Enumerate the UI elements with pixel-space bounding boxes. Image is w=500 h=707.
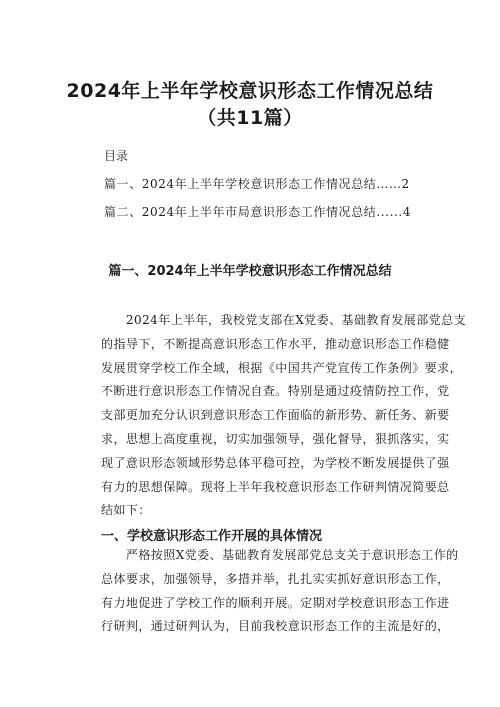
subheading: 一、学校意识形态工作开展的具体情况 bbox=[101, 529, 323, 544]
text-line: 总体要求，加强领导，多措并举，扎扎实实抓好意识形态工作， bbox=[101, 571, 450, 586]
text-line: 的指导下，不断提高意识形态工作水平，推动意识形态工作稳健 bbox=[101, 336, 450, 351]
paragraph bbox=[101, 309, 467, 523]
text-line: 结如下： bbox=[101, 503, 151, 518]
text-line: 现了意识形态领域形势总体平稳可控，为学校不断发展提供了强 bbox=[101, 455, 450, 470]
toc-item: 篇二、2024年上半年市局意识形态工作情况总结......4 bbox=[104, 205, 412, 219]
text-line: 求，思想上高度重视，切实加强领导，强化督导，狠抓落实，实 bbox=[101, 431, 450, 446]
text-line: 2024年上半年，我校党支部在X党委、基础教育发展部党总支 bbox=[101, 313, 467, 327]
text-line: 不断进行意识形态工作情况自查。特别是通过疫情防控工作，党 bbox=[101, 384, 450, 399]
text-line: 严格按照X党委、基础教育发展部党总支关于意识形态工作的 bbox=[101, 548, 459, 562]
paragraph bbox=[101, 544, 459, 639]
toc-item: 篇一、2024年上半年学校意识形态工作情况总结……2 bbox=[104, 177, 410, 191]
text-line: 有力的思想保障。现将上半年我校意识形态工作研判情况简要总 bbox=[101, 479, 450, 494]
document-subtitle: （共11篇） bbox=[197, 107, 303, 129]
text-line: 发展贯穿学校工作全域，根据《中国共产党宣传工作条例》要求， bbox=[101, 360, 463, 375]
text-line: 行研判，通过研判认为，目前我校意识形态工作的主流是好的， bbox=[101, 619, 450, 634]
section-heading: 篇一、2024年上半年学校意识形态工作情况总结 bbox=[108, 264, 392, 279]
document-title: 2024年上半年学校意识形态工作情况总结 bbox=[66, 80, 434, 102]
toc-label: 目录 bbox=[104, 149, 129, 163]
text-line: 有力地促进了学校工作的顺利开展。定期对学校意识形态工作进 bbox=[101, 595, 450, 610]
text-line: 支部更加充分认识到意识形态工作面临的新形势、新任务、新要 bbox=[101, 408, 450, 423]
